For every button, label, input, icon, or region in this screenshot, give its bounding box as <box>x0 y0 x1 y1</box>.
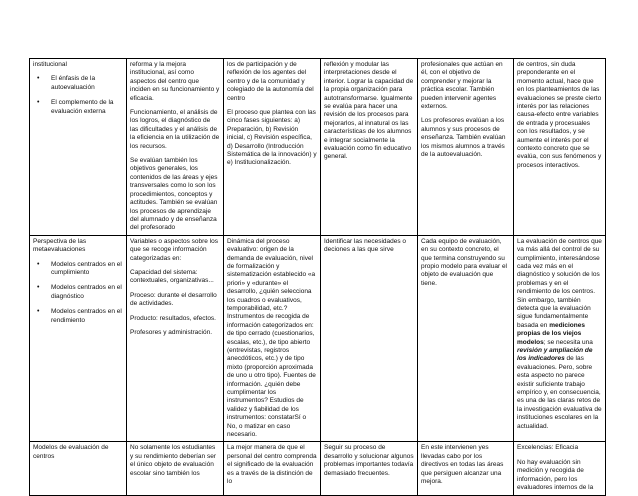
cell-paragraph: reflexión y modular las interpretaciones desde el interior. Lograr la capacidad de la propia organización para autotransformarse. Igualmente se evalúa para hacer una revisión de los procesos para mejorarlos, al innatural os las características de los alumnos e integrar socialmente la evaluación como fin educativo general. <box>324 61 414 161</box>
cell-paragraph: Los profesores evalúan a los alumnos y sus procesos de enseñanza. También evalúan los mismos alumnos a través de la autoevaluación. <box>421 117 506 159</box>
table-cell <box>224 59 321 236</box>
evaluation-models-table <box>29 58 606 496</box>
table-cell <box>418 59 514 236</box>
bullet-list <box>33 261 123 325</box>
cell-paragraph: Identificar las necesidades o deciones a las que sirve <box>324 237 407 254</box>
bullet-item: • El complemento de la evaluación externa <box>33 99 123 116</box>
table-row <box>30 59 606 236</box>
cell-paragraph: Producto: resultados, efectos. <box>130 314 216 322</box>
table-cell <box>418 442 514 495</box>
table-cell <box>30 59 127 236</box>
cell-paragraph: Modelos de evaluación de centros <box>33 444 109 460</box>
cell-paragraph: reforma y la mejora institucional, así como aspectos del centro que inciden en su funcionamiento y eficacia. <box>130 61 220 102</box>
table-cell <box>224 235 321 442</box>
table-body <box>30 59 606 496</box>
table-cell <box>127 235 224 442</box>
table-row <box>30 235 606 442</box>
cell-paragraph: Profesores y administración. <box>130 328 213 336</box>
bullet-item: • Modelos centrados en el cumplimiento <box>33 261 123 278</box>
cell-paragraph: Variables o aspectos sobre los que se recoge información categorizadas en: <box>130 237 219 262</box>
cell-paragraph: No hay evaluación sin medición y recogida de información, pero los evaluadores internos de la <box>517 458 594 492</box>
table-cell <box>514 442 606 495</box>
table-cell <box>30 235 127 442</box>
cell-paragraph: Perspectiva de las metaevaluaciones <box>33 237 87 254</box>
cell-paragraph: En este intervienen yes llevadas cabo por los directivos en todas las áreas que persiguen alcanzar una mejora. <box>421 444 504 486</box>
table-row <box>30 442 606 495</box>
bullet-list <box>33 75 123 116</box>
cell-paragraph: Capacidad del sistema: contextuales, organizativas... <box>130 268 214 285</box>
cell-paragraph: Dinámica del proceso evaluativo: origen de la demanda de evaluación, nivel de formalización y sistematización establecido «a priori» y «durante» el desarrollo, ¿quién selecciona los cuadros o evaluativos, temporabilidad, etc.? Instrumentos de recogida de información categorizados en: de tipo cerrado (cuestionarios, escalas, etc.), de tipo abierto (entrevistas, registros anecdóticos, etc.) y de tipo mixto (proporción aproximada de uno u otro tipo). Fuentes de información. ¿quién debe cumplimentar los instrumentos? Estudios de validez y fiabilidad de los instrumentos: constatarSí o No, o matizar en caso necesario. <box>227 237 316 439</box>
table-cell <box>418 235 514 442</box>
text-fragment: ; se necesita una <box>543 338 593 346</box>
text-fragment: de las evaluaciones. Pero, sobre esta aspecto no parece existir suficiente trabajo empírico y, en consecuencia, es una de las claras retos de la investigación evaluativa de instituciones escolares en la actualidad. <box>517 355 602 430</box>
cell-paragraph: Proceso: durante el desarrollo de actividades. <box>130 291 217 308</box>
emphasized-text: revisión y ampliación de los indicadores <box>517 347 593 363</box>
cell-paragraph: los de participación y de reflexión de los agentes del centro y de la comunidad y colegiado de la autonomía del centro <box>227 61 314 102</box>
cell-paragraph: El proceso que plantea con las cinco fases siguientes: a) Preparación, b) Revisión inicial, c) Revisión específica, d) Desarrollo (Introducción Sistemática de la innovación) y e) Institucionalización. <box>227 109 317 167</box>
text-fragment: La evaluación de centros que va más allá del control de su cumplimiento, interesándose cada vez más en el diagnóstico y solución de los problemas y en el rendimiento de los centros. Sin embargo, también detecta que la evaluación sigue fundamentalmente basada en <box>517 237 602 329</box>
table-cell <box>514 235 606 442</box>
bullet-item: • Modelos centrados en el rendimiento <box>33 308 123 325</box>
cell-paragraph <box>517 238 602 431</box>
cell-paragraph: Excelencias: Eficacia <box>517 444 579 452</box>
bullet-item: • Modelos centrados en el diagnóstico <box>33 284 123 301</box>
table-cell <box>30 442 127 495</box>
cell-paragraph: No solamente los estudiantes y su rendimiento deberían ser el único objeto de evaluación escolar sino también los <box>130 444 216 477</box>
table-cell <box>321 59 418 236</box>
table-cell <box>127 442 224 495</box>
cell-paragraph: profesionales que actúan en él, con el objetivo de comprender y mejorar la práctica escolar. También pueden intervenir agentes externos. <box>421 61 503 111</box>
cell-paragraph: La mejor manera de que el personal del centro comprenda el significado de la evaluación es a través de la distinción de lo <box>227 444 317 486</box>
cell-paragraph: de centros, sin duda preponderante en el momento actual, hace que en los planteamientos de las evaluaciones se preste cierto interés por las relaciones causa-efecto entre variables de entrada y procesuales con los resultados, y se aumente el interés por el contexto concreto que se evalúa, con sus fenómenos y procesos interactivos. <box>517 61 602 169</box>
cell-paragraph: Se evalúan también los objetivos generales, los contenidos de las áreas y ejes transversales como lo son los procedimientos, conceptos y actitudes. También se evalúan los procesos de aprendizaje del alumnado y de enseñanza del profesorado <box>130 157 218 232</box>
cell-paragraph: Seguir su proceso de desarrollo y solucionar algunos problemas importantes todavía demasiado frecuentes. <box>324 444 414 477</box>
bullet-item: • El énfasis de la autoevaluación <box>33 75 123 92</box>
cell-paragraph: Funcionamiento, el análisis de los logros, el diagnóstico de las dificultades y el análisis de la eficiencia en la utilización de los recursos. <box>130 109 220 150</box>
cell-paragraph: institucional <box>33 61 67 68</box>
table-cell <box>321 442 418 495</box>
table-cell <box>224 442 321 495</box>
emphasized-text: mediciones propias de los viejos modelos <box>517 321 585 346</box>
cell-paragraph: Cada equipo de evaluación, en su contexto concreto, el que termina construyendo su propio modelo para evaluar el objeto de evaluación que tiene. <box>421 237 507 287</box>
table-cell <box>321 235 418 442</box>
table-cell <box>127 59 224 236</box>
table-cell <box>514 59 606 236</box>
